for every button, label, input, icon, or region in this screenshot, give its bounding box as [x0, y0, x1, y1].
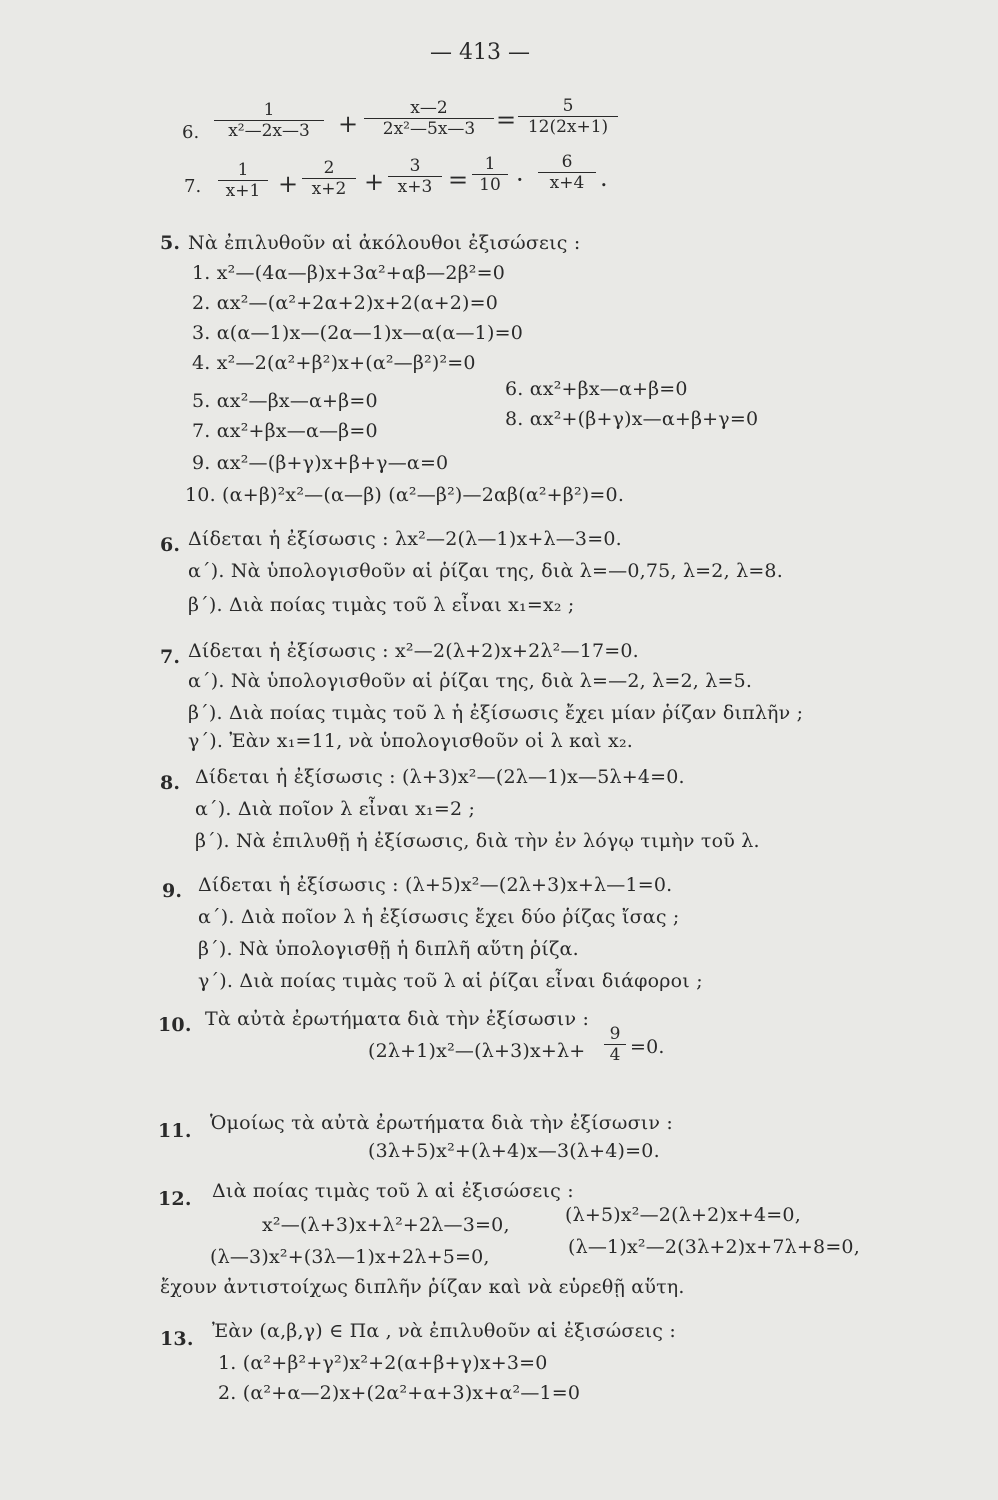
fraction: $\frac{9}{4}$	[604, 1024, 626, 1065]
text-line: 7. αx²+βx—α—β=0	[192, 420, 378, 442]
text-line: 1. x²—(4α—β)x+3α²+αβ—2β²=0	[192, 262, 506, 284]
text-line: Διὰ ποίας τιμὰς τοῦ λ αἱ ἐξισώσεις :	[212, 1180, 574, 1202]
text-line: γ΄). Διὰ ποίας τιμὰς τοῦ λ αἱ ῥίζαι εἶναι διάφοροι ;	[198, 970, 703, 992]
item-number: 10.	[158, 1014, 192, 1036]
equation-7-label: 7.	[184, 176, 202, 197]
text-line: 5. αx²—βx—α+β=0	[192, 390, 378, 412]
text-line: (λ—3)x²+(3λ—1)x+2λ+5=0,	[210, 1246, 490, 1268]
fraction: $\frac{2}{x+2}$	[302, 158, 356, 199]
item-number: 7.	[160, 646, 181, 668]
equation-10-lhs: (2λ+1)x²—(λ+3)x+λ+	[368, 1040, 586, 1062]
fraction: $\frac{5}{12(2x+1)}$	[518, 96, 618, 137]
text-line: Νὰ ἐπιλυθοῦν αἱ ἀκόλουθοι ἐξισώσεις :	[188, 232, 581, 254]
fraction: $\frac{1}{10}$	[472, 154, 508, 195]
text-line: Τὰ αὐτὰ ἐρωτήματα διὰ τὴν ἐξίσωσιν :	[205, 1008, 590, 1030]
item-number: 8.	[160, 772, 181, 794]
equation-10-rhs: =0.	[630, 1036, 665, 1058]
equation-6-label: 6.	[182, 122, 200, 143]
text-line: β΄). Διὰ ποίας τιμὰς τοῦ λ ἡ ἐξίσωσις ἔχει μίαν ῥίζαν διπλῆν ;	[188, 702, 804, 724]
multiply-dot: ·	[516, 166, 524, 194]
text-line: Δίδεται ἡ ἐξίσωσις : x²—2(λ+2)x+2λ²—17=0.	[188, 640, 639, 662]
item-number: 9.	[162, 880, 183, 902]
plus-operator: +	[364, 168, 385, 196]
item-number: 6.	[160, 534, 181, 556]
plus-operator: +	[278, 170, 299, 198]
text-line: β΄). Νὰ ὑπολογισθῇ ἡ διπλῆ αὕτη ῥίζα.	[198, 938, 579, 960]
plus-operator: +	[338, 110, 359, 138]
text-line: 2. (α²+α—2)x+(2α²+α+3)x+α²—1=0	[218, 1382, 581, 1404]
text-line: Ἐὰν (α,β,γ) ∈ Πα , νὰ ἐπιλυθοῦν αἱ ἐξισώσεις :	[212, 1320, 676, 1342]
item-number: 5.	[160, 232, 181, 254]
text-line: Δίδεται ἡ ἐξίσωσις : (λ+5)x²—(2λ+3)x+λ—1=0.	[198, 874, 673, 896]
text-line: Ὁμοίως τὰ αὐτὰ ἐρωτήματα διὰ τὴν ἐξίσωσιν :	[210, 1112, 674, 1134]
text-line: 8. αx²+(β+γ)x—α+β+γ=0	[505, 408, 759, 430]
text-line: 3. α(α—1)x—(2α—1)x—α(α—1)=0	[192, 322, 523, 344]
text-line: γ΄). Ἐὰν x₁=11, νὰ ὑπολογισθοῦν οἱ λ καὶ x₂.	[188, 730, 634, 752]
text-line: α΄). Νὰ ὑπολογισθοῦν αἱ ῥίζαι της, διὰ λ=—0,75, λ=2, λ=8.	[188, 560, 783, 582]
text-line: 6. αx²+βx—α+β=0	[505, 378, 688, 400]
text-line: (λ+5)x²—2(λ+2)x+4=0,	[565, 1204, 801, 1226]
text-line: Δίδεται ἡ ἐξίσωσις : λx²—2(λ—1)x+λ—3=0.	[188, 528, 622, 550]
text-line: 4. x²—2(α²+β²)x+(α²—β²)²=0	[192, 352, 476, 374]
equals-operator: =	[496, 106, 517, 134]
text-line: 9. αx²—(β+γ)x+β+γ—α=0	[192, 452, 449, 474]
text-line: (λ—1)x²—2(3λ+2)x+7λ+8=0,	[568, 1236, 860, 1258]
text-line: x²—(λ+3)x+λ²+2λ—3=0,	[262, 1214, 510, 1236]
period: .	[600, 164, 608, 192]
fraction: $\frac{3}{x+3}$	[388, 156, 442, 197]
text-line: α΄). Νὰ ὑπολογισθοῦν αἱ ῥίζαι της, διὰ λ=—2, λ=2, λ=5.	[188, 670, 753, 692]
item-number: 13.	[160, 1328, 194, 1350]
text-line: 2. αx²—(α²+2α+2)x+2(α+2)=0	[192, 292, 499, 314]
fraction: $\frac{6}{x+4}$	[538, 152, 596, 193]
text-line: β΄). Νὰ ἐπιλυθῇ ἡ ἐξίσωσις, διὰ τὴν ἐν λόγῳ τιμὴν τοῦ λ.	[195, 830, 760, 852]
item-number: 12.	[158, 1188, 192, 1210]
text-line: (3λ+5)x²+(λ+4)x—3(λ+4)=0.	[368, 1140, 660, 1162]
text-line: α΄). Διὰ ποῖον λ ἡ ἐξίσωσις ἔχει δύο ῥίζας ἴσας ;	[198, 906, 680, 928]
fraction: $\frac{x—2}{\text{2x²—5x—3}}$	[364, 98, 494, 139]
text-line: α΄). Διὰ ποῖον λ εἶναι x₁=2 ;	[195, 798, 476, 820]
text-line: 10. (α+β)²x²—(α—β) (α²—β²)—2αβ(α²+β²)=0.	[185, 484, 625, 506]
equals-operator: =	[448, 166, 469, 194]
text-line: Δίδεται ἡ ἐξίσωσις : (λ+3)x²—(2λ—1)x—5λ+4=0.	[195, 766, 685, 788]
page-number: — 413 —	[430, 40, 530, 65]
text-line: β΄). Διὰ ποίας τιμὰς τοῦ λ εἶναι x₁=x₂ ;	[188, 594, 575, 616]
item-number: 11.	[158, 1120, 192, 1142]
fraction: $\frac{1}{x+1}$	[218, 160, 268, 201]
text-line: 1. (α²+β²+γ²)x²+2(α+β+γ)x+3=0	[218, 1352, 548, 1374]
fraction: $\frac{1}{\text{x²—2x—3}}$	[214, 100, 324, 141]
text-line: ἔχουν ἀντιστοίχως διπλῆν ῥίζαν καὶ νὰ εὑρεθῇ αὕτη.	[160, 1276, 685, 1298]
